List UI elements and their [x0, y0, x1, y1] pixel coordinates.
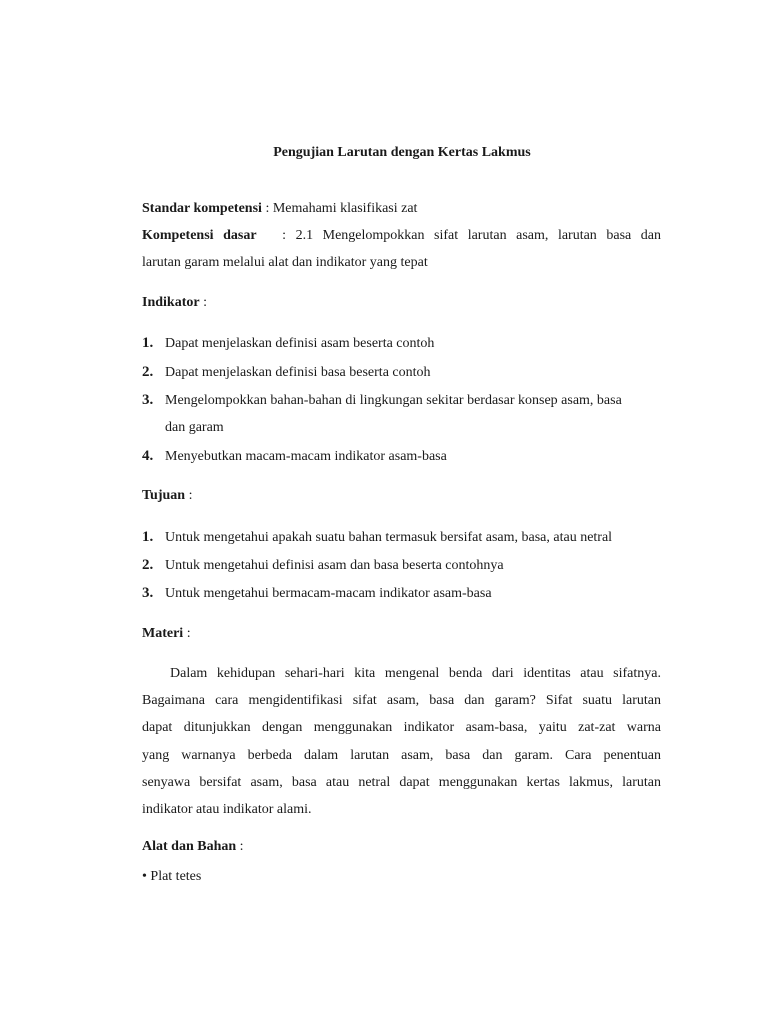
- indikator-item-continuation: dan garam: [165, 420, 224, 435]
- indikator-number: 4.: [142, 448, 154, 464]
- tujuan-number: 2.: [142, 557, 154, 573]
- bullet-icon: •: [142, 869, 147, 884]
- materi-line: yang warnanya berbeda dalam larutan asam, basa dan garam. Cara penentuan: [142, 747, 661, 763]
- kompetensi-dasar-label: Kompetensi dasar: [142, 228, 257, 243]
- indikator-item: Menyebutkan macam-macam indikator asam-basa: [165, 449, 447, 464]
- indikator-number: 1.: [142, 335, 154, 351]
- alat-bahan-item: [142, 869, 201, 885]
- materi-paragraph: [142, 660, 661, 823]
- indikator-number: 2.: [142, 364, 154, 380]
- materi-line: indikator atau indikator alami.: [142, 801, 312, 817]
- materi-line: dapat ditunjukkan dengan menggunakan indikator asam-basa, yaitu zat-zat warna: [142, 720, 661, 736]
- tujuan-number: 3.: [142, 585, 154, 601]
- kompetensi-dasar-continuation: larutan garam melalui alat dan indikator yang tepat: [142, 255, 428, 270]
- tujuan-item: Untuk mengetahui bermacam-macam indikator asam-basa: [165, 586, 492, 601]
- indikator-item: Dapat menjelaskan definisi basa beserta contoh: [165, 365, 431, 380]
- materi-line: Dalam kehidupan sehari-hari kita mengenal benda dari identitas atau sifatnya.: [170, 666, 661, 681]
- standar-kompetensi-label: Standar kompetensi: [142, 201, 262, 216]
- alat-bahan-heading: Alat dan Bahan :: [142, 839, 244, 854]
- materi-line: Bagaimana cara mengidentifikasi sifat asam, basa dan garam? Sifat suatu larutan: [142, 693, 661, 709]
- materi-heading: Materi :: [142, 626, 191, 641]
- tujuan-item: Untuk mengetahui definisi asam dan basa beserta contohnya: [165, 558, 504, 573]
- indikator-number: 3.: [142, 392, 154, 408]
- indikator-item: Mengelompokkan bahan-bahan di lingkungan sekitar berdasar konsep asam, basa: [165, 393, 622, 408]
- standar-kompetensi-value: : Memahami klasifikasi zat: [265, 201, 418, 216]
- tujuan-heading: Tujuan :: [142, 488, 193, 503]
- kompetensi-dasar-value: : 2.1 Mengelompokkan sifat larutan asam, larutan basa dan: [282, 228, 662, 243]
- indikator-item: Dapat menjelaskan definisi asam beserta contoh: [165, 336, 435, 351]
- document-title: Pengujian Larutan dengan Kertas Lakmus: [273, 145, 531, 160]
- materi-line: senyawa bersifat asam, basa atau netral dapat menggunakan kertas lakmus, larutan: [142, 774, 661, 790]
- indikator-heading: Indikator :: [142, 295, 207, 310]
- standar-kompetensi-line: [142, 201, 661, 217]
- tujuan-number: 1.: [142, 529, 154, 545]
- alat-bahan-item-text: Plat tetes: [150, 869, 202, 884]
- kompetensi-dasar-line: [142, 228, 661, 244]
- tujuan-item: Untuk mengetahui apakah suatu bahan termasuk bersifat asam, basa, atau netral: [165, 530, 613, 545]
